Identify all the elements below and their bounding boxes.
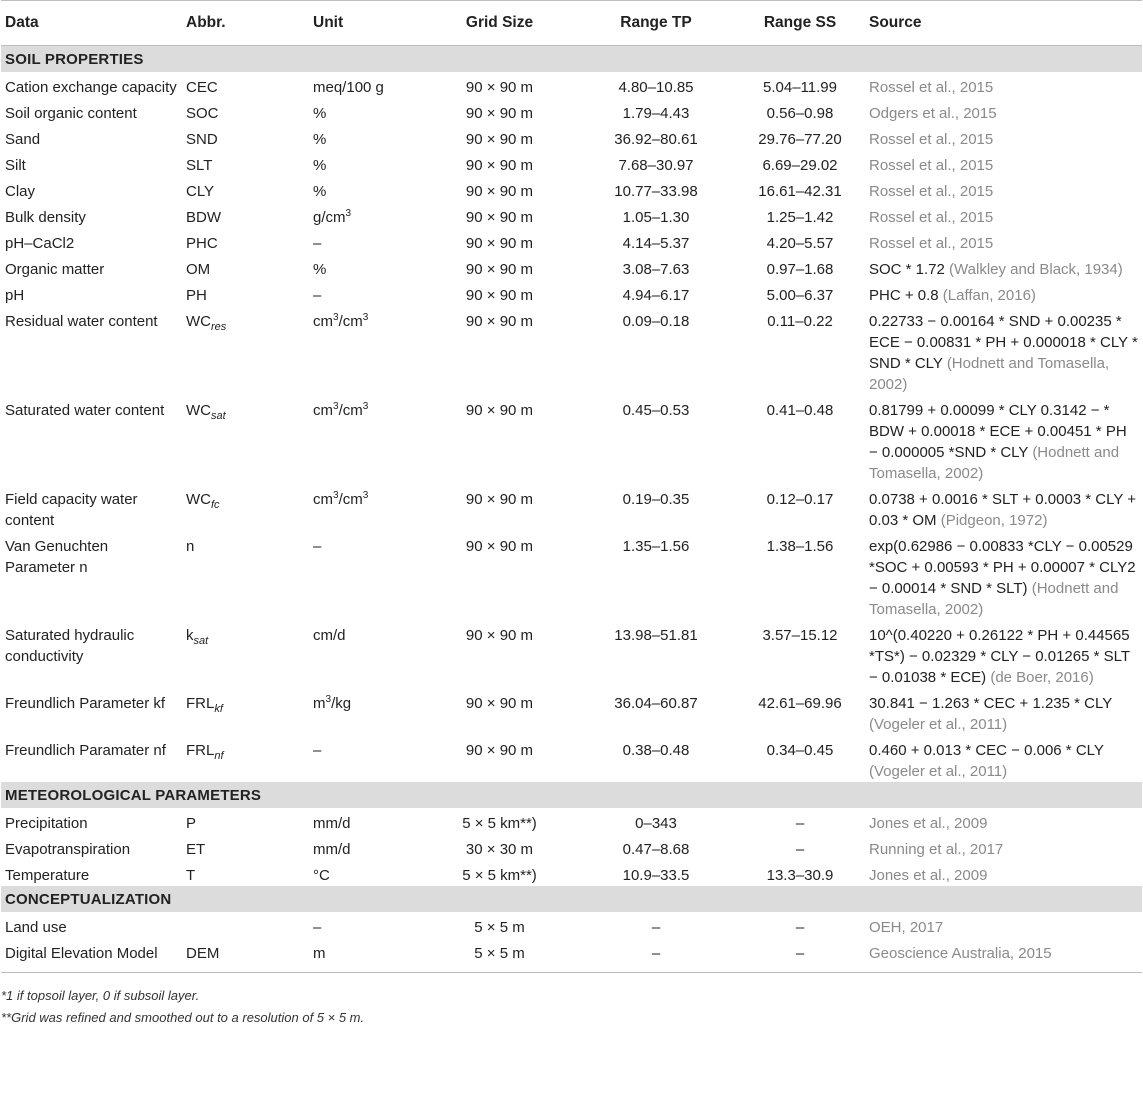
- cell-source: [865, 150, 1142, 176]
- cell-range-ss: –: [795, 841, 805, 858]
- cell-range-tp: 7.68–30.97: [618, 157, 694, 174]
- cell-abbr: PHC: [186, 235, 218, 252]
- section-meteorological-parameters: [1, 782, 1142, 808]
- source-reference: (Vogeler et al., 2011): [869, 763, 1008, 780]
- unit-rest: /kg: [331, 695, 352, 712]
- cell-abbr: CEC: [186, 79, 218, 96]
- section-title: CONCEPTUALIZATION: [1, 886, 1142, 912]
- cell-unit: –: [313, 919, 322, 936]
- cell-unit: [309, 484, 422, 531]
- cell-abbr: [182, 735, 309, 782]
- table-row: [1, 280, 1142, 306]
- table-row: [1, 98, 1142, 124]
- cell-grid-size: 5 × 5 km**): [462, 815, 537, 832]
- cell-source: [865, 124, 1142, 150]
- cell-data: Van Genuchten Parameter n: [5, 538, 109, 576]
- header-range-ss: Range SS: [735, 1, 865, 46]
- cell-range-tp: –: [651, 919, 661, 936]
- section-title: METEOROLOGICAL PARAMETERS: [1, 782, 1142, 808]
- source-formula: 0.460 + 0.013 * CEC − 0.006 * CLY: [869, 742, 1104, 759]
- cell-range-tp: 0.19–0.35: [622, 491, 690, 508]
- source-reference: Odgers et al., 2015: [869, 105, 997, 122]
- cell-range-ss: –: [735, 938, 865, 973]
- unit-superscript: 3: [333, 401, 339, 412]
- cell-data: Clay: [5, 183, 36, 200]
- unit-base: g/cm: [313, 209, 346, 226]
- source-formula: 10^(0.40220 + 0.26122 * PH + 0.44565 *TS*) − 0.02329 * CLY − 0.01265 * SLT − 0.01038 * ECE): [869, 627, 1130, 686]
- table-row: [1, 860, 1142, 886]
- abbr-subscript: res: [211, 321, 227, 333]
- cell-range-tp: 0.47–8.68: [622, 841, 690, 858]
- cell-range-ss: 0.56–0.98: [766, 105, 834, 122]
- cell-data: Precipitation: [5, 815, 88, 832]
- cell-unit: –: [313, 287, 322, 304]
- cell-range-ss: –: [795, 919, 805, 936]
- cell-source: [865, 306, 1142, 395]
- table-row: [1, 688, 1142, 735]
- cell-range-tp: 0.38–0.48: [622, 742, 690, 759]
- source-formula: 0.0738 + 0.0016 * SLT + 0.0003 * CLY + 0.03 * OM: [869, 491, 1137, 529]
- source-reference: (Walkley and Black, 1934): [949, 261, 1123, 278]
- section-conceptualization: [1, 886, 1142, 912]
- cell-range-tp: 1.79–4.43: [622, 105, 690, 122]
- table-row: [1, 938, 1142, 973]
- unit-superscript: 3: [333, 312, 339, 323]
- cell-unit: %: [313, 261, 327, 278]
- header-range-tp: Range TP: [577, 1, 735, 46]
- table-row: [1, 150, 1142, 176]
- cell-range-tp: 0.45–0.53: [622, 402, 690, 419]
- cell-range-ss: –: [795, 815, 805, 832]
- cell-unit: %: [313, 131, 327, 148]
- cell-range-ss: 1.38–1.56: [766, 538, 834, 555]
- table-row: [1, 202, 1142, 228]
- cell-data: Saturated water content: [5, 402, 165, 419]
- table-row: [1, 834, 1142, 860]
- unit-base: cm: [313, 491, 333, 508]
- cell-data: pH–CaCl2: [5, 235, 75, 252]
- source-reference: (Vogeler et al., 2011): [869, 716, 1008, 733]
- footnote-2: **Grid was refined and smoothed out to a resolution of 5 × 5 m.: [1, 1010, 365, 1025]
- abbr-subscript: sat: [211, 410, 226, 422]
- cell-source: [865, 202, 1142, 228]
- cell-grid-size: 90 × 90 m: [465, 79, 534, 96]
- cell-range-ss: 0.97–1.68: [766, 261, 834, 278]
- source-formula: 0.22733 − 0.00164 * SND + 0.00235 * ECE − 0.00831 * PH + 0.000018 * CLY * SND * CLY: [869, 313, 1138, 372]
- table-footnotes: [1, 985, 1143, 1029]
- cell-source: [865, 688, 1142, 735]
- cell-data: Land use: [5, 919, 67, 936]
- cell-range-tp: 0–343: [635, 815, 677, 832]
- source-reference: (Laffan, 2016): [942, 287, 1036, 304]
- cell-abbr: DEM: [182, 938, 309, 973]
- cell-data: Evapotranspiration: [5, 841, 131, 858]
- cell-grid-size: 90 × 90 m: [465, 538, 534, 555]
- source-formula: 0.81799 + 0.00099 * CLY 0.3142 − * BDW + 0.00018 * ECE + 0.00451 * PH − 0.000005 *SND * CLY: [869, 402, 1127, 461]
- cell-range-tp: 3.08–7.63: [622, 261, 690, 278]
- cell-range-tp: 1.35–1.56: [622, 538, 690, 555]
- cell-abbr: ET: [186, 841, 206, 858]
- cell-range-tp: 10.77–33.98: [614, 183, 698, 200]
- unit-rest: /cm: [338, 491, 363, 508]
- unit-base: cm: [313, 313, 333, 330]
- cell-range-tp: 36.04–60.87: [614, 695, 698, 712]
- cell-range-tp: 4.94–6.17: [622, 287, 690, 304]
- cell-unit: mm/d: [313, 815, 351, 832]
- cell-abbr: [182, 395, 309, 484]
- source-reference: Rossel et al., 2015: [869, 79, 994, 96]
- source-reference: OEH, 2017: [869, 919, 944, 936]
- abbr-base: WC: [186, 313, 211, 330]
- cell-grid-size: 5 × 5 m: [422, 938, 577, 973]
- cell-data: Sand: [5, 131, 41, 148]
- cell-grid-size: 90 × 90 m: [465, 695, 534, 712]
- cell-unit: %: [313, 105, 327, 122]
- footnote-1: *1 if topsoil layer, 0 if subsoil layer.: [1, 988, 200, 1003]
- cell-grid-size: 90 × 90 m: [465, 313, 534, 330]
- source-formula: 30.841 − 1.263 * CEC + 1.235 * CLY: [869, 695, 1112, 712]
- cell-data: pH: [5, 287, 25, 304]
- cell-abbr: [182, 306, 309, 395]
- header-unit: Unit: [309, 1, 422, 46]
- cell-range-ss: 0.12–0.17: [766, 491, 834, 508]
- abbr-base: WC: [186, 402, 211, 419]
- abbr-subscript: fc: [211, 499, 220, 511]
- cell-abbr: [182, 688, 309, 735]
- table-row: [1, 620, 1142, 688]
- table-row: [1, 484, 1142, 531]
- abbr-subscript: kf: [214, 703, 223, 715]
- cell-grid-size: 5 × 5 km**): [462, 867, 537, 884]
- cell-unit: °C: [313, 867, 330, 884]
- cell-unit: %: [313, 183, 327, 200]
- cell-range-ss: 3.57–15.12: [762, 627, 838, 644]
- unit-rest: /cm: [338, 402, 363, 419]
- cell-data: Freundlich Paramater nf: [5, 742, 166, 759]
- cell-abbr: SOC: [186, 105, 219, 122]
- cell-range-ss: 5.04–11.99: [763, 79, 837, 96]
- unit-superscript: 3: [325, 694, 332, 705]
- cell-range-ss: 16.61–42.31: [758, 183, 842, 200]
- cell-unit: cm/d: [313, 627, 346, 644]
- header-grid-size: Grid Size: [422, 1, 577, 46]
- cell-data: Digital Elevation Model: [1, 938, 182, 973]
- abbr-base: k: [186, 627, 194, 644]
- table-row: [1, 808, 1142, 834]
- cell-range-tp: 0.09–0.18: [622, 313, 690, 330]
- cell-range-ss: 13.3–30.9: [766, 867, 834, 884]
- cell-source: [865, 735, 1142, 782]
- table-row: [1, 306, 1142, 395]
- cell-data: Temperature: [5, 867, 90, 884]
- header-data: Data: [1, 1, 182, 46]
- source-formula: SOC * 1.72: [869, 261, 950, 278]
- cell-data: Freundlich Parameter kf: [5, 695, 166, 712]
- unit-superscript: 3: [333, 490, 339, 501]
- cell-source: [865, 484, 1142, 531]
- cell-unit: [309, 395, 422, 484]
- table-header-row: [1, 1, 1142, 46]
- cell-abbr: [182, 484, 309, 531]
- source-reference: Geoscience Australia, 2015: [869, 945, 1052, 962]
- source-reference: Jones et al., 2009: [869, 815, 988, 832]
- cell-abbr: PH: [186, 287, 207, 304]
- cell-range-ss: 6.69–29.02: [762, 157, 838, 174]
- section-title: SOIL PROPERTIES: [1, 46, 1142, 73]
- cell-range-ss: 42.61–69.96: [758, 695, 842, 712]
- cell-grid-size: 90 × 90 m: [465, 261, 534, 278]
- cell-range-tp: 36.92–80.61: [614, 131, 698, 148]
- cell-grid-size: 90 × 90 m: [465, 131, 534, 148]
- abbr-subscript: sat: [193, 635, 209, 647]
- cell-unit: %: [313, 157, 327, 174]
- cell-range-tp: 13.98–51.81: [614, 627, 698, 644]
- table-row: [1, 72, 1142, 98]
- table-row: [1, 395, 1142, 484]
- cell-source: [865, 176, 1142, 202]
- cell-range-ss: 4.20–5.57: [766, 235, 834, 252]
- header-abbr: Abbr.: [182, 1, 309, 46]
- header-source: Source: [865, 1, 1142, 46]
- unit-base: cm: [313, 402, 333, 419]
- cell-source: [865, 834, 1142, 860]
- source-reference: Running et al., 2017: [869, 841, 1004, 858]
- source-formula: PHC + 0.8: [869, 287, 943, 304]
- cell-data: Organic matter: [5, 261, 105, 278]
- cell-data: Silt: [5, 157, 26, 174]
- cell-abbr: SLT: [186, 157, 213, 174]
- table-row: [1, 254, 1142, 280]
- unit-superscript: 3: [362, 401, 369, 412]
- cell-range-tp: 1.05–1.30: [622, 209, 690, 226]
- unit-rest: /cm: [338, 313, 363, 330]
- unit-base: m: [313, 695, 326, 712]
- cell-unit: –: [313, 235, 322, 252]
- source-reference: Rossel et al., 2015: [869, 183, 994, 200]
- parameter-table: [1, 0, 1142, 973]
- source-reference: Rossel et al., 2015: [869, 209, 994, 226]
- cell-range-ss: 0.11–0.22: [767, 313, 833, 330]
- cell-range-ss: 5.00–6.37: [766, 287, 834, 304]
- source-reference: Rossel et al., 2015: [869, 131, 994, 148]
- cell-range-ss: 29.76–77.20: [758, 131, 842, 148]
- cell-grid-size: 90 × 90 m: [465, 209, 534, 226]
- cell-grid-size: 90 × 90 m: [465, 105, 534, 122]
- abbr-base: FRL: [186, 742, 215, 759]
- cell-grid-size: 90 × 90 m: [465, 491, 534, 508]
- cell-grid-size: 90 × 90 m: [465, 287, 534, 304]
- cell-grid-size: 30 × 30 m: [465, 841, 534, 858]
- cell-unit: [309, 306, 422, 395]
- source-formula: exp(0.62986 − 0.00833 *CLY − 0.00529 *SOC + 0.00593 * PH + 0.00007 * CLY2 − 0.00014 * SND * SLT): [869, 538, 1136, 597]
- cell-unit: –: [313, 742, 322, 759]
- cell-range-tp: 4.80–10.85: [618, 79, 694, 96]
- cell-abbr: P: [186, 815, 197, 832]
- table-row: [1, 735, 1142, 782]
- cell-abbr: SND: [186, 131, 218, 148]
- cell-data: Residual water content: [5, 313, 158, 330]
- cell-data: Soil organic content: [5, 105, 137, 122]
- cell-unit: [309, 202, 422, 228]
- unit-superscript: 3: [362, 312, 369, 323]
- cell-abbr: n: [186, 538, 195, 555]
- source-reference: (Hodnett and Tomasella, 2002): [869, 444, 1120, 482]
- cell-range-ss: 0.41–0.48: [766, 402, 834, 419]
- cell-unit: m: [309, 938, 422, 973]
- cell-abbr: CLY: [186, 183, 215, 200]
- cell-source: [865, 620, 1142, 688]
- unit-superscript: 3: [362, 490, 369, 501]
- cell-source: [865, 860, 1142, 886]
- table-row: [1, 228, 1142, 254]
- cell-grid-size: 5 × 5 m: [474, 919, 525, 936]
- source-reference: (de Boer, 2016): [990, 669, 1094, 686]
- cell-grid-size: 90 × 90 m: [465, 627, 534, 644]
- cell-unit: mm/d: [313, 841, 351, 858]
- cell-source: [865, 254, 1142, 280]
- cell-range-tp: 4.14–5.37: [622, 235, 690, 252]
- section-soil-properties: [1, 46, 1142, 73]
- cell-source: [865, 938, 1142, 973]
- cell-range-tp: –: [577, 938, 735, 973]
- cell-grid-size: 90 × 90 m: [465, 402, 534, 419]
- cell-unit: –: [313, 538, 322, 555]
- abbr-base: WC: [186, 491, 211, 508]
- cell-source: [865, 72, 1142, 98]
- cell-source: [865, 280, 1142, 306]
- source-reference: Rossel et al., 2015: [869, 157, 994, 174]
- cell-abbr: OM: [186, 261, 211, 278]
- cell-source: [865, 531, 1142, 620]
- cell-abbr: [182, 912, 309, 938]
- cell-grid-size: 90 × 90 m: [465, 183, 534, 200]
- cell-source: [865, 228, 1142, 254]
- source-reference: Jones et al., 2009: [869, 867, 988, 884]
- table-row: [1, 124, 1142, 150]
- cell-unit: meq/100 g: [313, 79, 384, 96]
- source-reference: (Hodnett and Tomasella, 2002): [869, 355, 1110, 393]
- cell-range-tp: 10.9–33.5: [622, 867, 690, 884]
- cell-data: Field capacity water content: [5, 491, 138, 529]
- source-reference: Rossel et al., 2015: [869, 235, 994, 252]
- unit-superscript: 3: [345, 208, 352, 219]
- abbr-base: FRL: [186, 695, 215, 712]
- cell-grid-size: 90 × 90 m: [465, 235, 534, 252]
- cell-abbr: T: [186, 867, 196, 884]
- cell-abbr: BDW: [186, 209, 221, 226]
- cell-data: Bulk density: [5, 209, 86, 226]
- abbr-subscript: nf: [214, 750, 224, 762]
- cell-source: [865, 808, 1142, 834]
- cell-source: [865, 912, 1142, 938]
- cell-range-ss: 1.25–1.42: [766, 209, 834, 226]
- source-reference: (Pidgeon, 1972): [940, 512, 1048, 529]
- cell-unit: [309, 688, 422, 735]
- cell-data: Saturated hydraulic conductivity: [5, 627, 135, 665]
- cell-source: [865, 98, 1142, 124]
- cell-source: [865, 395, 1142, 484]
- table-row: [1, 176, 1142, 202]
- cell-range-ss: 0.34–0.45: [766, 742, 834, 759]
- cell-grid-size: 90 × 90 m: [465, 157, 534, 174]
- cell-abbr: [182, 620, 309, 688]
- source-reference: (Hodnett and Tomasella, 2002): [869, 580, 1119, 618]
- cell-data: Cation exchange capacity: [5, 79, 177, 96]
- cell-grid-size: 90 × 90 m: [465, 742, 534, 759]
- table-row: [1, 531, 1142, 620]
- table-row: [1, 912, 1142, 938]
